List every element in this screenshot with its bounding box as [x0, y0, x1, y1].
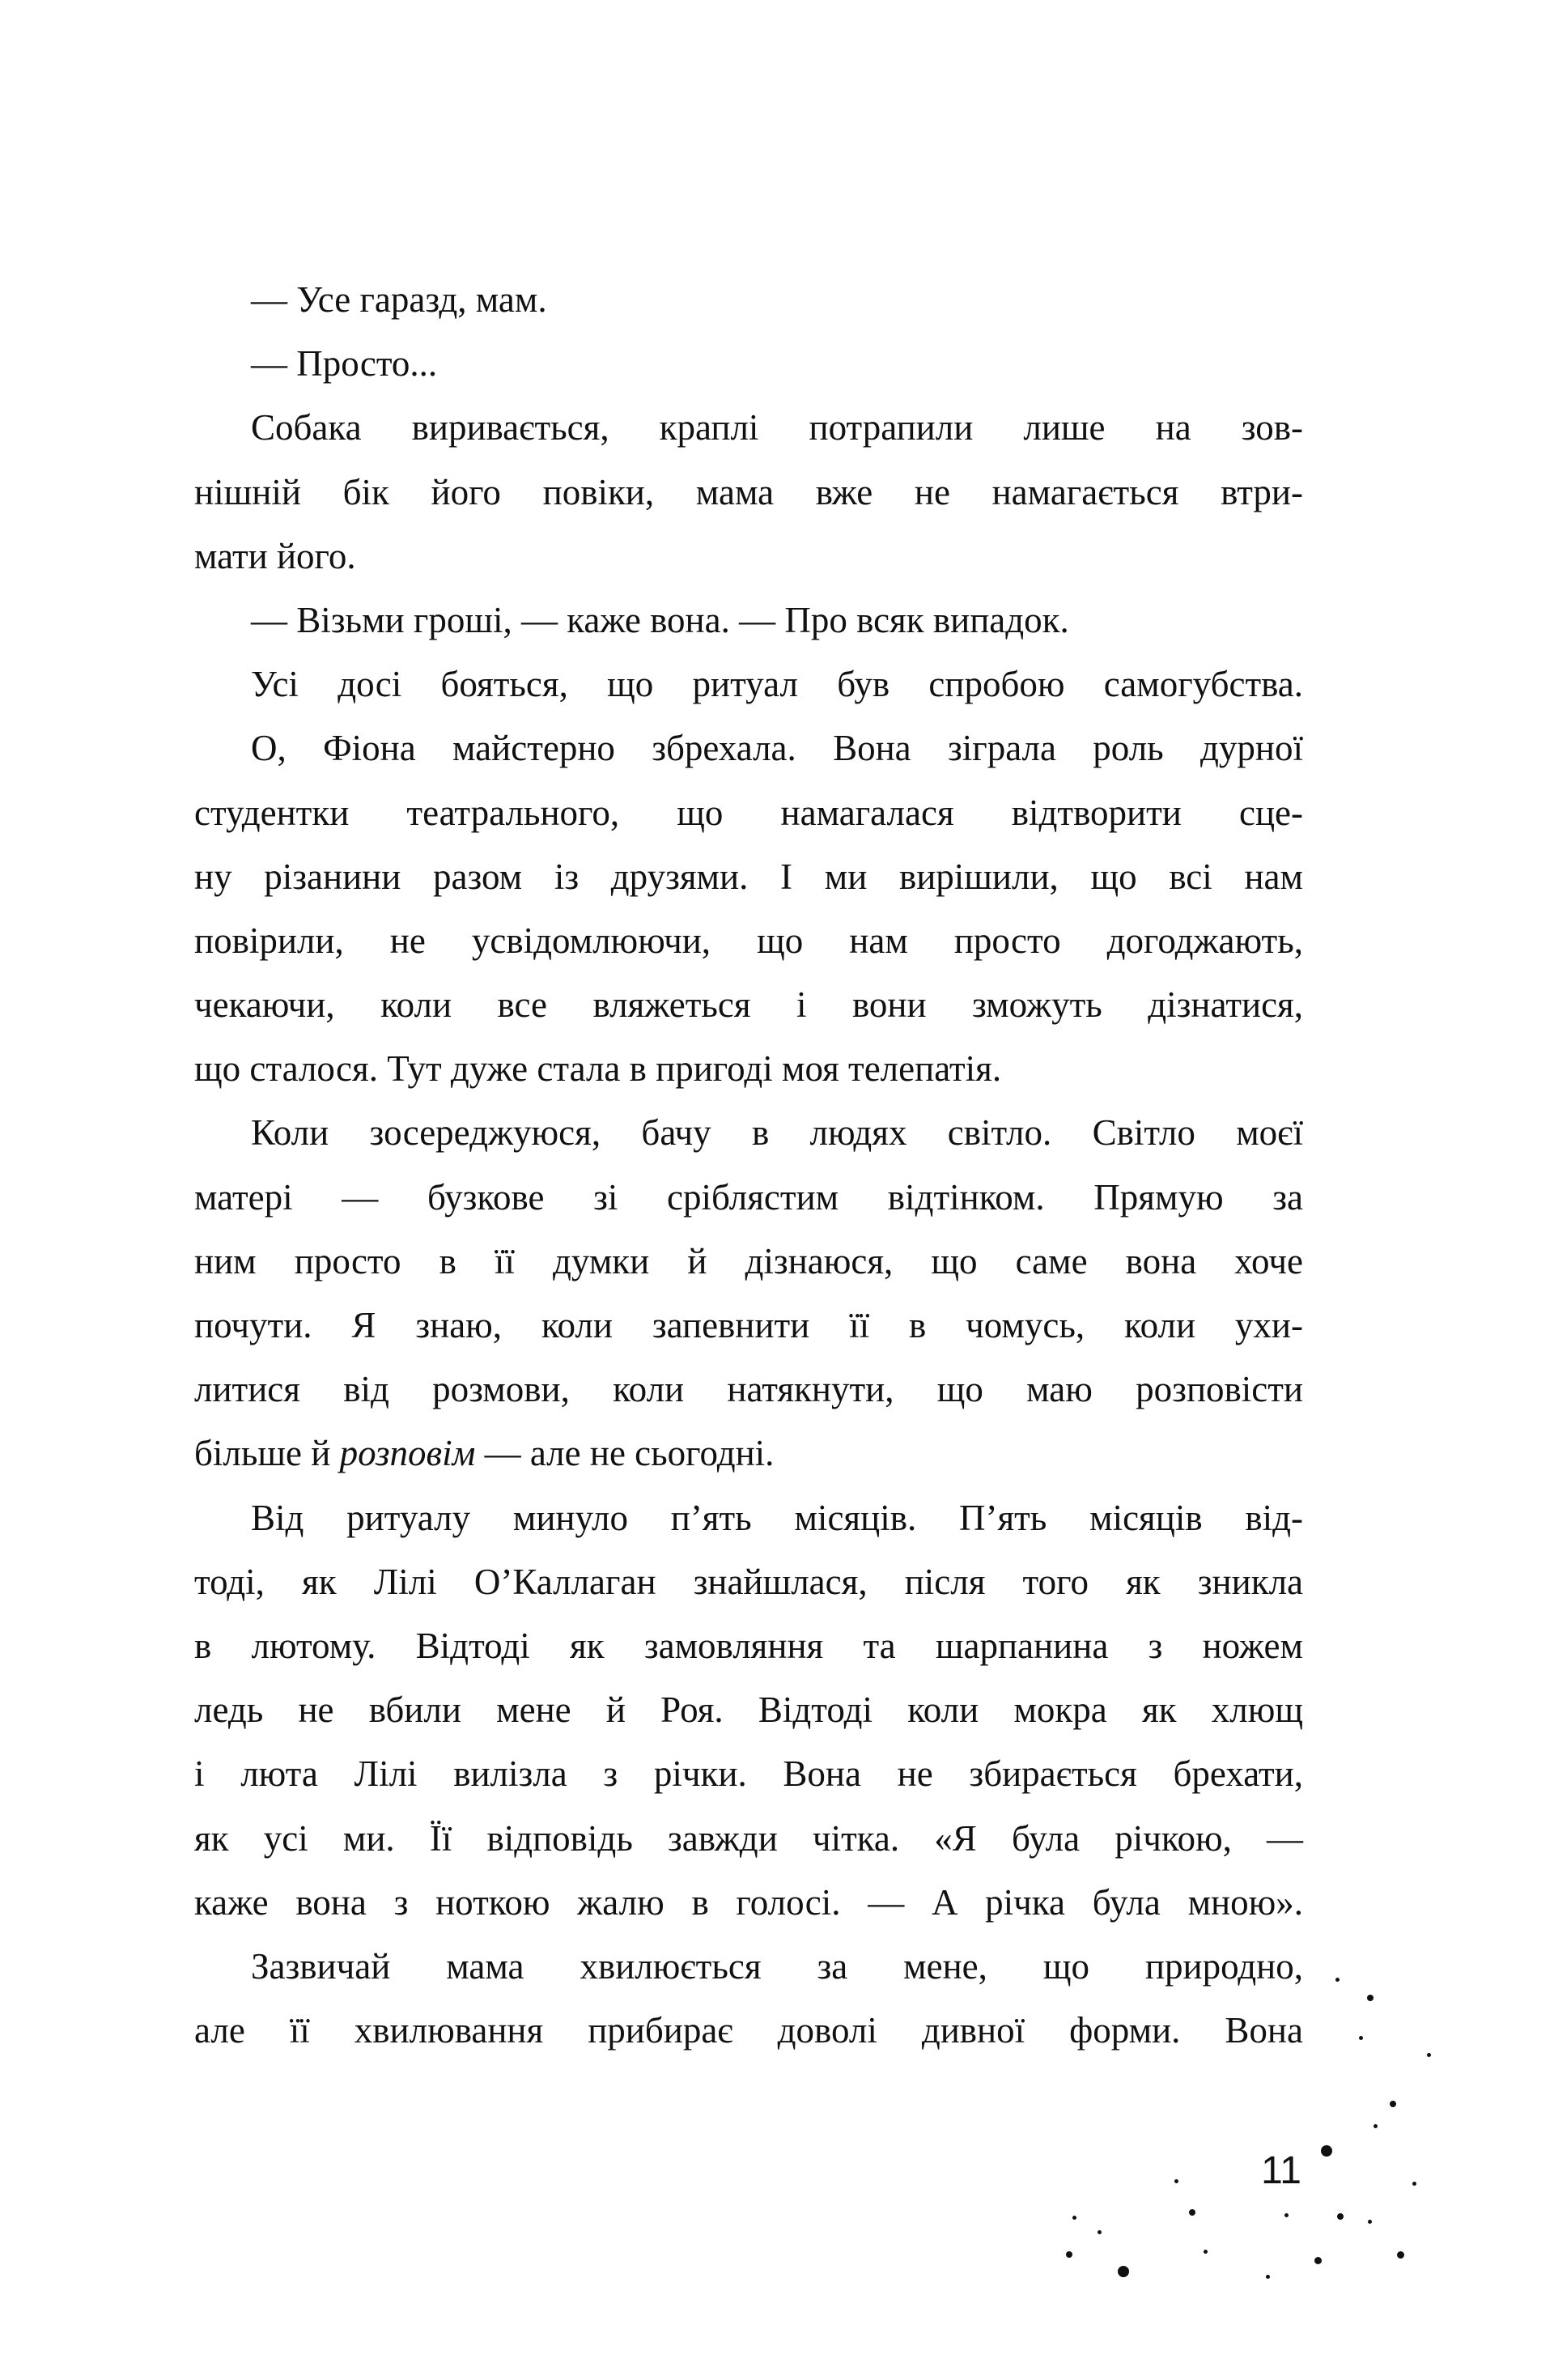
- dot-icon: [1314, 2257, 1322, 2264]
- dot-icon: [1072, 2216, 1076, 2220]
- dot-icon: [1189, 2209, 1195, 2216]
- text-line: почути. Я знаю, коли запевнити її в чомусь, коли ухи-: [194, 1305, 1303, 1345]
- dot-icon: [1337, 2213, 1344, 2220]
- text-span: — але не сьогодні.: [475, 1433, 775, 1474]
- dot-icon: [1118, 2266, 1129, 2277]
- dot-icon: [1321, 2145, 1332, 2157]
- text-line: повірили, не усвідомлюючи, що нам просто догоджають,: [194, 920, 1303, 961]
- text-line: — Візьми гроші, — каже вона. — Про всяк випадок.: [251, 599, 1069, 640]
- text-line: що сталося. Тут дуже стала в пригоді моя телепатія.: [194, 1048, 1002, 1090]
- text-line: Зазвичай мама хвилюється за мене, що природно,: [251, 1945, 1303, 1987]
- dot-icon: [1390, 2101, 1396, 2107]
- page-number: 11: [1261, 2149, 1301, 2192]
- text-line: ним просто в її думки й дізнаюся, що саме вона хоче: [194, 1240, 1303, 1281]
- text-line: тоді, як Лілі О’Каллаган знайшлася, після того як зникла: [194, 1561, 1303, 1602]
- text-line: — Просто...: [251, 343, 438, 385]
- text-line: Собака виривається, краплі потрапили лише на зов-: [251, 407, 1303, 448]
- text-line: ледь не вбили мене й Роя. Відтоді коли мокра як хлющ: [194, 1689, 1303, 1731]
- dot-icon: [1397, 2251, 1404, 2259]
- text-line: Від ритуалу минуло п’ять місяців. П’ять місяців від-: [251, 1497, 1303, 1538]
- text-line: ну різанини разом із друзями. І ми вирішили, що всі нам: [194, 856, 1303, 897]
- dot-icon: [1284, 2213, 1289, 2217]
- text-line: як усі ми. Її відповідь завжди чітка. «Я була річкою, —: [194, 1817, 1303, 1859]
- text-line: Усі досі бояться, що ритуал був спробою самогубства.: [251, 664, 1303, 705]
- dot-icon: [1427, 2053, 1431, 2057]
- dot-icon: [1066, 2251, 1072, 2258]
- dot-icon: [1266, 2275, 1270, 2279]
- dot-icon: [1098, 2230, 1102, 2234]
- text-line: — Усе гаразд, мам.: [251, 279, 547, 320]
- text-line: чекаючи, коли все вляжеться і вони зможуть дізнатися,: [194, 984, 1303, 1026]
- text-line: [194, 1422, 1303, 1485]
- dot-icon: [1374, 2124, 1378, 2128]
- text-line: О, Фіона майстерно збрехала. Вона зіграла роль дурної: [251, 728, 1303, 769]
- text-line: матері — бузкове зі сріблястим відтінком. Прямую за: [194, 1176, 1303, 1218]
- text-line: але її хвилювання прибирає доволі дивної форми. Вона: [194, 2010, 1303, 2051]
- text-line: в лютому. Відтоді як замовляння та шарпанина з ножем: [194, 1625, 1303, 1666]
- body-text: [194, 268, 1303, 2063]
- text-line: і люта Лілі вилізла з річки. Вона не збирається брехати,: [194, 1753, 1303, 1795]
- dot-icon: [1368, 2220, 1372, 2224]
- italic-text: розповім: [339, 1433, 476, 1474]
- text-line: мати його.: [194, 535, 356, 576]
- text-line: студентки театрального, що намагалася відтворити сце-: [194, 792, 1303, 833]
- text-line: Коли зосереджуюся, бачу в людях світло. Світло моєї: [251, 1112, 1303, 1154]
- text-line: каже вона з ноткою жалю в голосі. — А річка була мною».: [194, 1881, 1303, 1923]
- text-span: більше й: [194, 1433, 340, 1474]
- dot-icon: [1335, 1978, 1340, 1982]
- dot-icon: [1359, 2036, 1363, 2040]
- dot-icon: [1367, 1995, 1374, 2001]
- text-line: литися від розмови, коли натякнути, що маю розповісти: [194, 1369, 1303, 1410]
- text-line: нішній бік його повіки, мама вже не намагається втри-: [194, 471, 1303, 512]
- dot-icon: [1174, 2179, 1178, 2183]
- dot-icon: [1412, 2182, 1416, 2186]
- dot-icon: [1204, 2250, 1208, 2254]
